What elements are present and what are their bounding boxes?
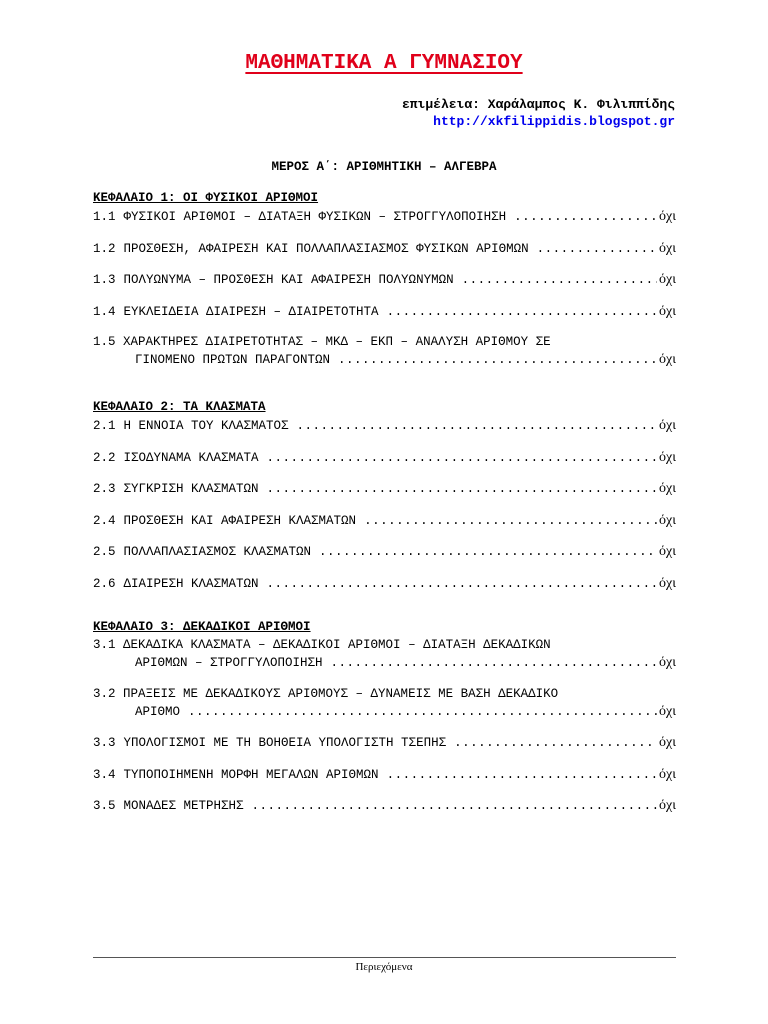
section-number: 2.4 — [93, 513, 116, 528]
page-ref: όχι — [659, 449, 676, 465]
page-ref: όχι — [659, 303, 676, 319]
section-title: ΤΥΠΟΠΟΙΗΜΕΝΗ ΜΟΡΦΗ ΜΕΓΑΛΩΝ ΑΡΙΘΜΩΝ — [123, 767, 379, 782]
section-title: ΙΣΟΔΥΝΑΜΑ ΚΛΑΣΜΑΤΑ — [123, 450, 259, 465]
toc-entry[interactable] — [93, 513, 676, 529]
leader-dots — [267, 451, 657, 465]
page-ref: όχι — [659, 352, 676, 367]
leader-dots — [319, 545, 657, 559]
section-number: 3.1 — [93, 638, 116, 652]
chapter-heading: ΚΕΦΑΛΑΙΟ 2: ΤΑ ΚΛΑΣΜΑΤΑ — [93, 400, 266, 414]
page-ref: όχι — [659, 544, 676, 559]
section-number: 2.3 — [93, 482, 116, 496]
page-ref: όχι — [659, 209, 676, 224]
toc-entry[interactable] — [93, 544, 676, 560]
section-title-continued: ΑΡΙΘΜΩΝ – ΣΤΡΟΓΓΥΛΟΠΟΙΗΣΗ — [135, 656, 323, 670]
section-number: 2.6 — [93, 576, 116, 591]
section-number: 2.5 — [93, 545, 116, 559]
toc-entry[interactable] — [93, 704, 676, 720]
leader-dots — [364, 514, 657, 528]
section-title: ΠΟΛΥΩΝΥΜΑ – ΠΡΟΣΘΕΣΗ ΚΑΙ ΑΦΑΙΡΕΣΗ ΠΟΛΥΩΝΥΜΩΝ — [123, 273, 454, 287]
chapter-heading: ΚΕΦΑΛΑΙΟ 3: ΔΕΚΑΔΙΚΟΙ ΑΡΙΘΜΟΙ — [93, 620, 311, 634]
section-title-continued: ΓΙΝΟΜΕΝΟ ΠΡΩΤΩΝ ΠΑΡΑΓΟΝΤΩΝ — [135, 353, 331, 367]
document-title: ΜΑΘΗΜΑΤΙΚΑ Α ΓΥΜΝΑΣΙΟΥ — [245, 52, 523, 75]
section-title: ΜΟΝΑΔΕΣ ΜΕΤΡΗΣΗΣ — [123, 799, 244, 813]
page-ref: όχι — [659, 418, 676, 433]
chapter-heading: ΚΕΦΑΛΑΙΟ 1: ΟΙ ΦΥΣΙΚΟΙ ΑΡΙΘΜΟΙ — [93, 191, 319, 205]
toc-entry[interactable] — [93, 481, 676, 497]
toc-entry[interactable] — [93, 576, 676, 592]
leader-dots — [454, 736, 657, 750]
footer-divider — [93, 957, 676, 958]
section-title: ΕΥΚΛΕΙΔΕΙΑ ΔΙΑΙΡΕΣΗ – ΔΙΑΙΡΕΤΟΤΗΤΑ — [123, 304, 379, 319]
page-ref: όχι — [659, 481, 676, 496]
leader-dots — [462, 273, 657, 287]
page-ref: όχι — [659, 735, 676, 750]
section-number: 2.1 — [93, 419, 116, 433]
editor-credit: επιμέλεια: Χαράλαμπος Κ. Φιλιππίδης — [401, 97, 675, 112]
page-ref: όχι — [659, 272, 676, 287]
section-title: ΦΥΣΙΚΟΙ ΑΡΙΘΜΟΙ – ΔΙΑΤΑΞΗ ΦΥΣΙΚΩΝ – ΣΤΡΟΓΓΥΛΟΠΟΙΗΣΗ — [123, 210, 507, 224]
page-ref: όχι — [659, 240, 676, 256]
section-title: ΠΡΑΞΕΙΣ ΜΕ ΔΕΚΑΔΙΚΟΥΣ ΑΡΙΘΜΟΥΣ – ΔΥΝΑΜΕΙΣ ΜΕ ΒΑΣΗ ΔΕΚΑΔΙΚΟ — [115, 686, 559, 701]
toc-entry[interactable] — [93, 798, 676, 814]
editor-block — [402, 96, 675, 130]
section-number: 3.4 — [93, 767, 116, 782]
toc-entry[interactable] — [93, 272, 676, 288]
section-number: 1.5 — [93, 335, 116, 349]
section-title: ΠΡΟΣΘΕΣΗ, ΑΦΑΙΡΕΣΗ ΚΑΙ ΠΟΛΛΑΠΛΑΣΙΑΣΜΟΣ ΦΥΣΙΚΩΝ ΑΡΙΘΜΩΝ — [123, 241, 529, 256]
leader-dots — [338, 353, 657, 367]
section-number: 1.3 — [93, 273, 116, 287]
toc-entry[interactable] — [93, 655, 676, 671]
section-title: ΥΠΟΛΟΓΙΣΜΟΙ ΜΕ ΤΗ ΒΟΗΘΕΙΑ ΥΠΟΛΟΓΙΣΤΗ ΤΣΕΠΗΣ — [123, 736, 447, 750]
section-title: ΠΟΛΛΑΠΛΑΣΙΑΣΜΟΣ ΚΛΑΣΜΑΤΩΝ — [123, 545, 312, 559]
page-ref: όχι — [659, 655, 676, 670]
leader-dots — [297, 419, 657, 433]
section-number: 3.3 — [93, 736, 116, 750]
page-ref: όχι — [659, 575, 676, 591]
toc-entry[interactable] — [93, 241, 676, 257]
section-title: ΧΑΡΑΚΤΗΡΕΣ ΔΙΑΙΡΕΤΟΤΗΤΑΣ – ΜΚΔ – ΕΚΠ – ΑΝΑΛΥΣΗ ΑΡΙΘΜΟΥ ΣΕ — [115, 335, 551, 349]
blog-link[interactable]: http://xkfilippidis.blogspot.gr — [433, 114, 675, 129]
page-ref: όχι — [659, 798, 676, 813]
part-heading: ΜΕΡΟΣ Α΄: ΑΡΙΘΜΗΤΙΚΗ – ΑΛΓΕΒΡΑ — [271, 160, 497, 174]
section-title: ΣΥΓΚΡΙΣΗ ΚΛΑΣΜΑΤΩΝ — [123, 482, 259, 496]
page-ref: όχι — [659, 766, 676, 782]
footer-label: Περιεχόμενα — [355, 961, 413, 973]
leader-dots — [267, 482, 657, 496]
section-number: 3.2 — [93, 686, 116, 701]
leader-dots — [188, 705, 657, 719]
section-title: ΔΕΚΑΔΙΚΑ ΚΛΑΣΜΑΤΑ – ΔΕΚΑΔΙΚΟΙ ΑΡΙΘΜΟΙ – ΔΙΑΤΑΞΗ ΔΕΚΑΔΙΚΩΝ — [115, 638, 551, 652]
toc-entry[interactable] — [93, 418, 676, 434]
leader-dots — [387, 768, 657, 782]
section-title: Η ΕΝΝΟΙΑ ΤΟΥ ΚΛΑΣΜΑΤΟΣ — [123, 419, 289, 433]
toc-entry-line1 — [93, 687, 558, 701]
toc-entry[interactable] — [93, 352, 676, 368]
leader-dots — [514, 210, 657, 224]
section-number: 1.2 — [93, 241, 116, 256]
leader-dots — [331, 656, 657, 670]
toc-entry[interactable] — [93, 735, 676, 751]
leader-dots — [537, 242, 657, 256]
leader-dots — [267, 577, 657, 591]
section-title: ΔΙΑΙΡΕΣΗ ΚΛΑΣΜΑΤΩΝ — [123, 576, 259, 591]
leader-dots — [252, 799, 657, 813]
section-number: 3.5 — [93, 799, 116, 813]
page-ref: όχι — [659, 512, 676, 528]
section-number: 2.2 — [93, 450, 116, 465]
toc-entry[interactable] — [93, 209, 676, 225]
toc-entry[interactable] — [93, 767, 676, 783]
toc-entry[interactable] — [93, 450, 676, 466]
section-title-continued: ΑΡΙΘΜΟ — [135, 704, 181, 719]
section-number: 1.1 — [93, 210, 116, 224]
leader-dots — [387, 305, 657, 319]
page-ref: όχι — [659, 703, 676, 719]
section-number: 1.4 — [93, 304, 116, 319]
section-title: ΠΡΟΣΘΕΣΗ ΚΑΙ ΑΦΑΙΡΕΣΗ ΚΛΑΣΜΑΤΩΝ — [123, 513, 357, 528]
toc-entry-line1 — [93, 335, 551, 349]
toc-entry[interactable] — [93, 304, 676, 320]
toc-entry-line1 — [93, 638, 551, 652]
